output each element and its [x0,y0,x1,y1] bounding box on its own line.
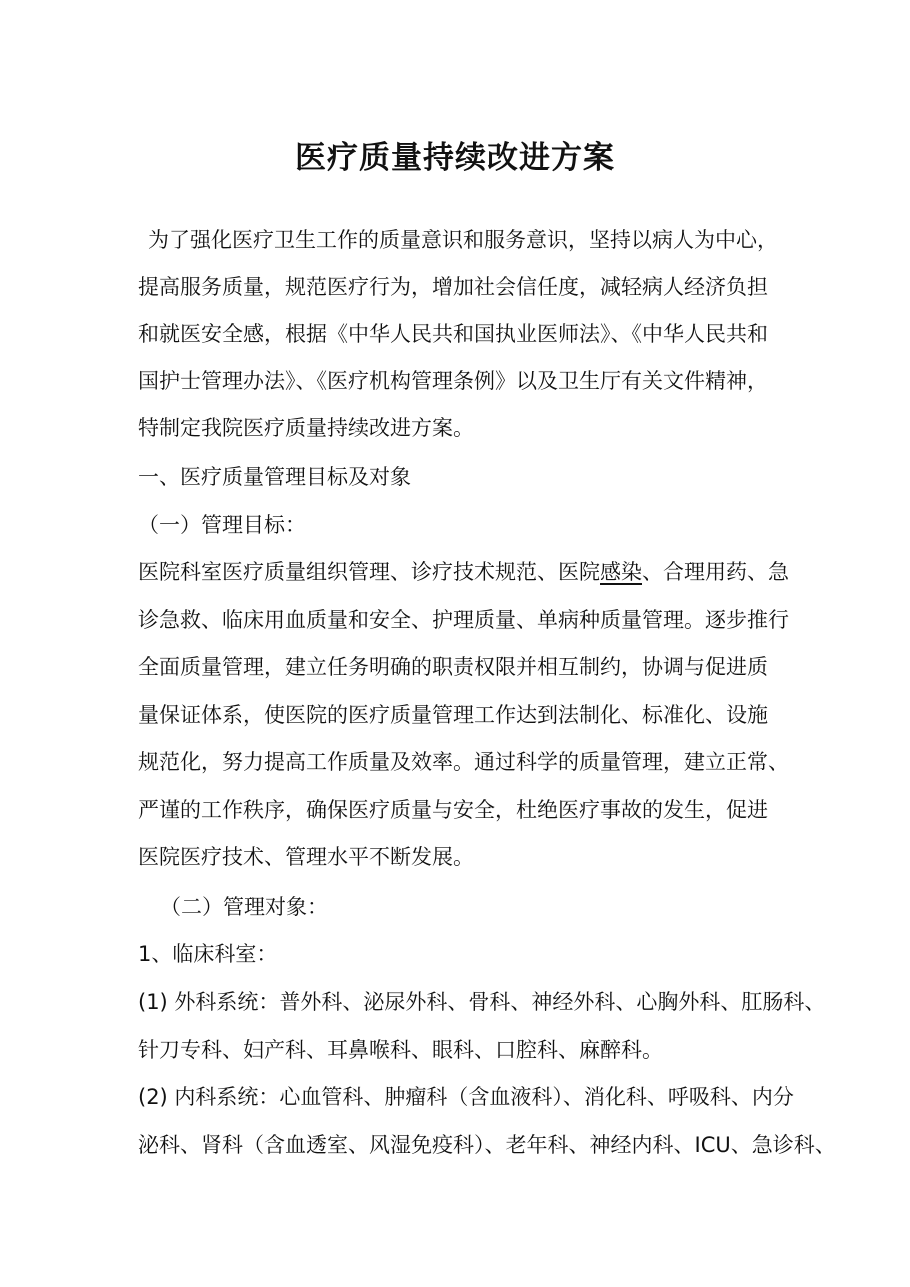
goal-text: 、合理用药、急 [642,560,789,584]
internal-line: 泌科、肾科（含血透室、风湿免疫科）、老年科、神经内科、ICU、急诊科、 [138,1133,836,1157]
document-title: 医疗质量持续改进方案 [295,140,615,176]
goal-line: 严谨的工作秩序，确保医疗质量与安全，杜绝医疗事故的发生，促进 [138,798,768,822]
intro-line: 为了强化医疗卫生工作的质量意识和服务意识，坚持以病人为中心， [148,228,778,252]
subsection-heading: （二）管理对象： [160,895,328,919]
goal-line: 全面质量管理，建立任务明确的职责权限并相互制约，协调与促进质 [138,655,768,679]
goal-line: 医院医疗技术、管理水平不断发展。 [138,845,474,869]
intro-line: 特制定我院医疗质量持续改进方案。 [138,416,474,440]
item-heading: 1、临床科室： [138,942,278,966]
surgery-line: (1) 外科系统：普外科、泌尿外科、骨科、神经外科、心胸外科、肛肠科、 [138,990,826,1014]
goal-line [138,557,789,587]
surgery-line: 针刀专科、妇产科、耳鼻喉科、眼科、口腔科、麻醉科。 [138,1038,663,1062]
goal-text: 医院科室医疗质量组织管理、诊疗技术规范、医院 [138,560,600,584]
internal-line: (2) 内科系统：心血管科、肿瘤科（含血液科）、消化科、呼吸科、内分 [138,1085,794,1109]
goal-line: 诊急救、临床用血质量和安全、护理质量、单病种质量管理。逐步推行 [138,608,789,632]
intro-line: 国护士管理办法》、《医疗机构管理条例》以及卫生厅有关文件精神， [138,369,768,393]
goal-line: 规范化，努力提高工作质量及效率。通过科学的质量管理，建立正常、 [138,750,789,774]
intro-line: 提高服务质量，规范医疗行为，增加社会信任度，减轻病人经济负担 [138,275,768,299]
underlined-term: 感染 [600,560,642,584]
goal-line: 量保证体系，使医院的医疗质量管理工作达到法制化、标准化、设施 [138,703,768,727]
subsection-heading: （一）管理目标： [138,513,306,537]
intro-line: 和就医安全感，根据《中华人民共和国执业医师法》、《中华人民共和 [138,322,768,346]
section-heading: 一、医疗质量管理目标及对象 [138,465,411,489]
